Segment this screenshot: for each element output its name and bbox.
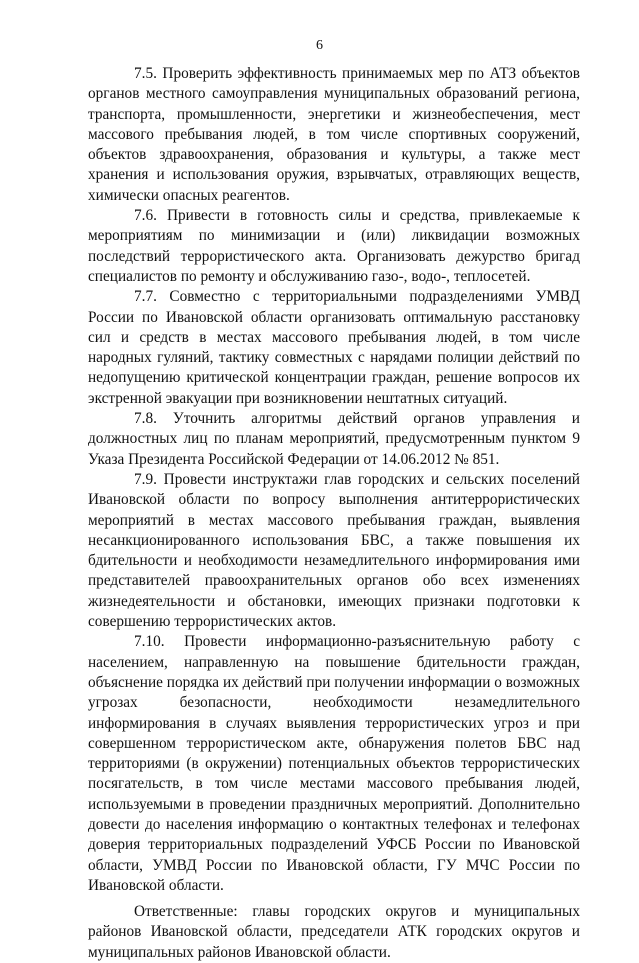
responsible-parties: Ответственные: главы городских округов и муниципальных районов Ивановской области, председатели АТК городских округов и муниципальных районов Ивановской области. [88, 903, 580, 961]
paragraph-7-5: 7.5. Проверить эффективность принимаемых мер по АТЗ объектов органов местного самоуправления муниципальных образований региона, транспорта, промышленности, энергетики и жизнеобеспечения, мест массового пребывания людей, в том числе спортивных сооружений, объектов здравоохранения, образования и культуры, а также мест хранения и использования оружия, взрывчатых, отравляющих веществ, химически опасных реагентов. [88, 65, 580, 204]
document-body [88, 64, 580, 963]
paragraph-7-6: 7.6. Привести в готовность силы и средства, привлекаемые к мероприятиям по минимизации и (или) ликвидации возможных последствий террористического акта. Организовать дежурство бригад специалистов по ремонту и обслуживанию газо-, водо-, теплосетей. [88, 207, 580, 285]
paragraph-7-7: 7.7. Совместно с территориальными подразделениями УМВД России по Ивановской области организовать оптимальную расстановку сил и средств в местах массового пребывания людей, в том числе народных гуляний, тактику совместных с нарядами полиции действий по недопущению критической концентрации граждан, решение вопросов их экстренной эвакуации при возникновении нештатных ситуаций. [88, 288, 580, 407]
paragraph-7-10: 7.10. Провести информационно-разъяснительную работу с населением, направленную на повышение бдительности граждан, объяснение порядка их действий при получении информации о возможных угрозах безопасности, необходимости незамедлительного информирования в случаях выявления террористических угроз и при совершенном террористическом акте, обнаружения полетов БВС над территориями (в окружении) потенциальных объектов террористических посягательств, в том числе местами массового пребывания людей, используемыми в проведении праздничных мероприятий. Дополнительно довести до населения информацию о контактных телефонах и телефонах доверия территориальных подразделений УФСБ России по Ивановской области, УМВД России по Ивановской области, ГУ МЧС России по Ивановской области. [88, 633, 580, 894]
paragraph-7-8: 7.8. Уточнить алгоритмы действий органов управления и должностных лиц по планам мероприятий, предусмотренным пунктом 9 Указа Президента Российской Федерации от 14.06.2012 № 851. [88, 410, 580, 468]
paragraph-7-9: 7.9. Провести инструктажи глав городских и сельских поселений Ивановской области по вопросу выполнения антитеррористических мероприятий в местах массового пребывания граждан, выявления несанкционированного использования БВС, а также повышения их бдительности и необходимости незамедлительного информирования ими представителей правоохранительных органов обо всех изменениях жизнедеятельности и обстановки, имеющих признаки подготовки к совершению террористических актов. [88, 470, 580, 631]
page-number: 6 [316, 38, 323, 53]
